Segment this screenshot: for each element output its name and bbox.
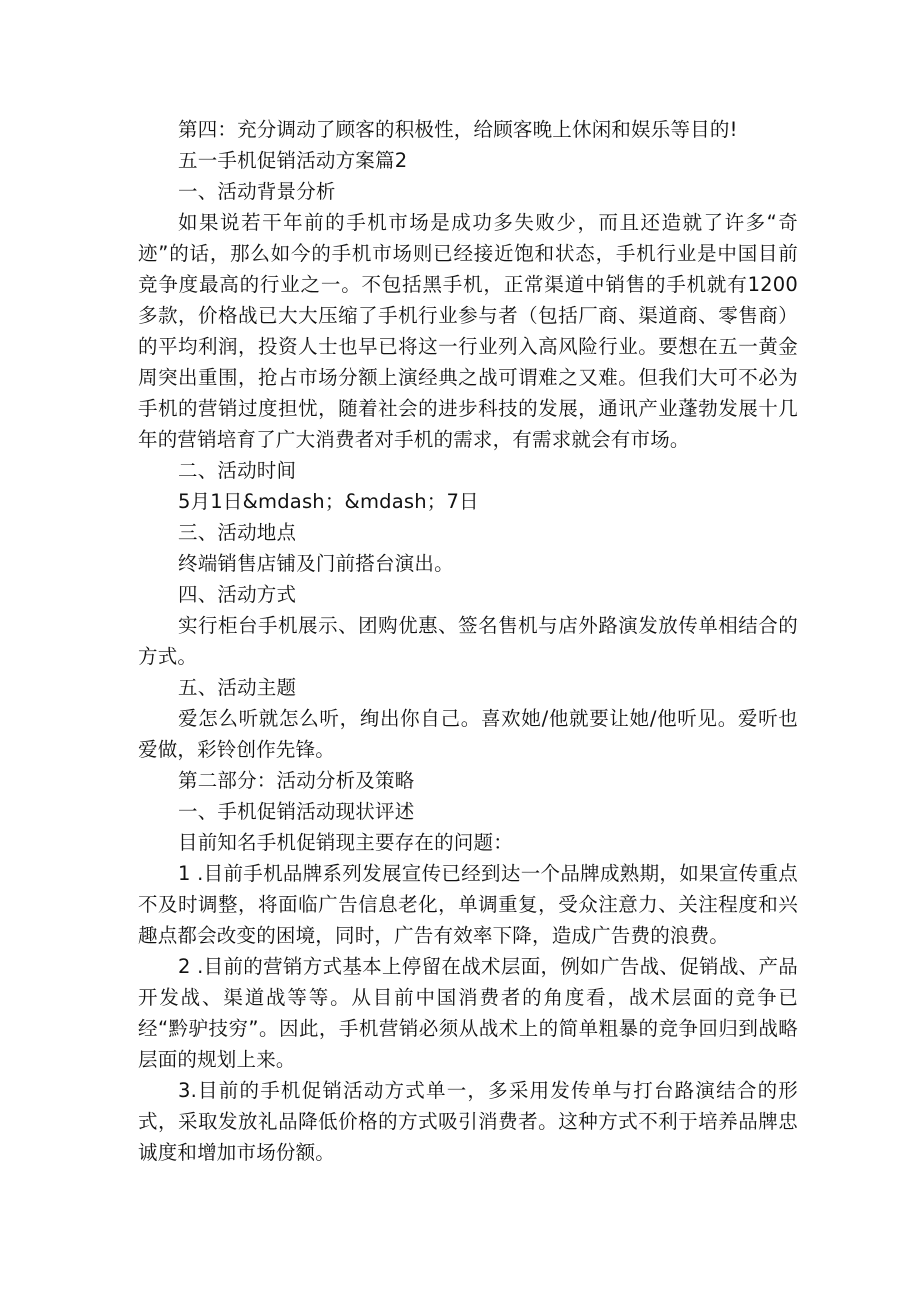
section-title-plan-2: 五一手机促销活动方案篇2 xyxy=(178,149,408,172)
heading-activity-location: 三、活动地点 xyxy=(178,521,297,544)
heading-part-two: 第二部分：活动分析及策略 xyxy=(178,769,415,792)
paragraph-activity-location: 终端销售店铺及门前搭台演出。 xyxy=(178,552,454,575)
list-item-problem-3: 3.目前的手机促销活动方式单一，多采用发传单与打台路演结合的形式，采取发放礼品降低价格的方式吸引消费者。这种方式不利于培养品牌忠诚度和增加市场份额。 xyxy=(138,1079,798,1164)
paragraph-background: 如果说若干年前的手机市场是成功多失败少，而且还造就了许多“奇迹”的话，那么如今的手机市场则已经接近饱和状态，手机行业是中国目前竞争度最高的行业之一。不包括黑手机，正常渠道中销售的手机就有1200多款，价格战已大大压缩了手机行业参与者（包括厂商、渠道商、零售商）的平均利润，投资人士也早已将这一行业列入高风险行业。要想在五一黄金周突出重围，抢占市场分额上演经典之战可谓难之又难。但我们大可不必为手机的营销过度担忧，随着社会的进步科技的发展，通讯产业蓬勃发展十几年的营销培育了广大消费者对手机的需求，有需求就会有市场。 xyxy=(138,211,798,451)
list-item-problem-1: 1 .目前手机品牌系列发展宣传已经到达一个品牌成熟期，如果宣传重点不及时调整，将面临广告信息老化，单调重复，受众注意力、关注程度和兴趣点都会改变的困境，同时，广告有效率下降，造成广告费的浪费。 xyxy=(138,862,798,947)
document-body xyxy=(138,114,798,1168)
paragraph-activity-theme: 爱怎么听就怎么听，绚出你自己。喜欢她/他就要让她/他听见。爱听也爱做，彩铃创作先锋。 xyxy=(138,707,798,761)
heading-background-analysis: 一、活动背景分析 xyxy=(178,180,336,203)
heading-activity-time: 二、活动时间 xyxy=(178,459,297,482)
paragraph-activity-method: 实行柜台手机展示、团购优惠、签名售机与店外路演发放传单相结合的方式。 xyxy=(138,614,798,668)
heading-current-status: 一、手机促销活动现状评述 xyxy=(178,800,415,823)
heading-activity-method: 四、活动方式 xyxy=(178,583,297,606)
paragraph-problems-intro: 目前知名手机促销现主要存在的问题： xyxy=(178,831,513,854)
list-item-problem-2: 2 .目前的营销方式基本上停留在战术层面，例如广告战、促销战、产品开发战、渠道战等等。从目前中国消费者的角度看，战术层面的竞争已经“黔驴技穷”。因此，手机营销必须从战术上的简单粗暴的竞争回归到战略层面的规划上来。 xyxy=(138,955,798,1071)
paragraph-point-four: 第四：充分调动了顾客的积极性，给顾客晚上休闲和娱乐等目的! xyxy=(178,118,738,141)
heading-activity-theme: 五、活动主题 xyxy=(178,676,297,699)
paragraph-activity-time: 5月1日&mdash；&mdash；7日 xyxy=(178,490,479,513)
